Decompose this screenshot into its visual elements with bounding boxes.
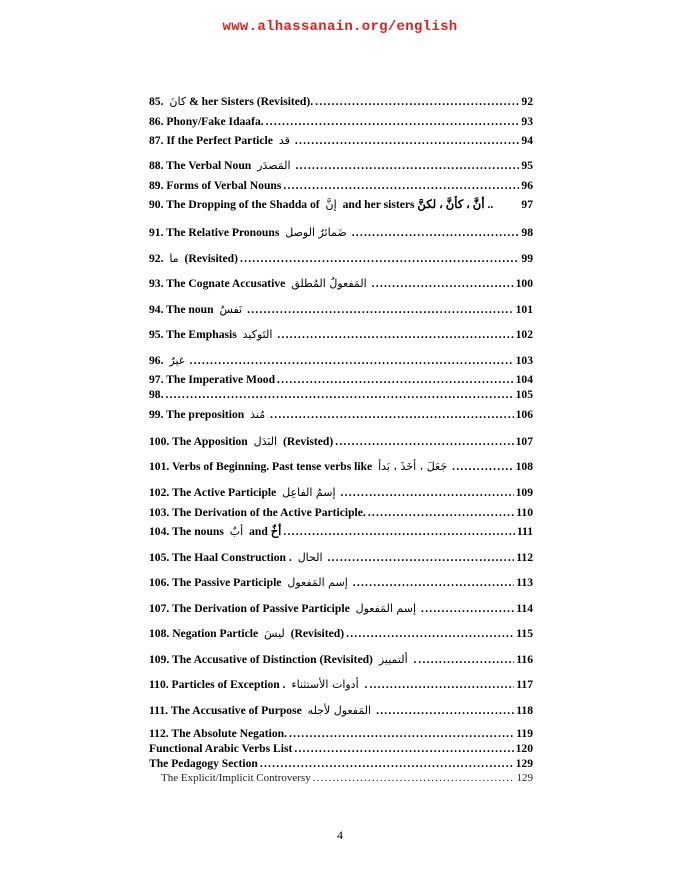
toc-entry-title xyxy=(149,435,333,449)
toc-entry[interactable] xyxy=(149,757,533,771)
toc-dot-leader xyxy=(270,408,513,422)
toc-page-number: 102 xyxy=(515,328,533,341)
toc-dot-leader xyxy=(313,771,515,785)
toc-dot-leader xyxy=(266,115,520,129)
toc-dot-leader xyxy=(421,602,514,616)
toc-entry-text-suffix: (Revisited) xyxy=(287,627,345,640)
toc-entry-text: 102. The Active Participle xyxy=(149,486,280,499)
header-url[interactable]: www.alhassanain.org/english xyxy=(222,19,458,35)
toc-page-number: 118 xyxy=(516,704,533,717)
toc-entry-arabic: إنَّ xyxy=(325,198,337,211)
toc-entry-title xyxy=(149,226,350,240)
toc-dot-leader xyxy=(166,388,514,402)
toc-dot-leader xyxy=(295,134,520,148)
toc-entry-arabic: المَفعولُ المُطلق xyxy=(291,277,367,290)
toc-entry[interactable] xyxy=(149,435,533,449)
toc-entry-title xyxy=(149,627,344,641)
toc-entry-text-suffix: (Revisited) xyxy=(181,252,238,265)
toc-entry[interactable] xyxy=(149,388,533,402)
toc-dot-leader xyxy=(369,678,514,692)
toc-entry-arabic: كانَ xyxy=(169,95,187,108)
toc-entry-text: 94. The noun xyxy=(149,303,217,316)
toc-dot-leader xyxy=(372,277,514,291)
toc-entry-text: 92. xyxy=(149,252,167,265)
toc-page-number: 108 xyxy=(515,460,533,473)
toc-entry-arabic: الحال xyxy=(297,551,323,564)
toc-entry-title xyxy=(149,506,366,520)
toc-page-number: 96 xyxy=(521,179,533,192)
toc-page-number: 112 xyxy=(516,551,533,564)
toc-entry-text: The Explicit/Implicit Controversy xyxy=(161,772,311,784)
toc-entry-arabic: المَفعول لأجله xyxy=(307,704,372,717)
toc-entry-title xyxy=(149,252,238,266)
toc-entry-text-suffix: (Revisted) xyxy=(280,435,334,448)
toc-entry-arabic: إسمُ الفاعِل xyxy=(282,486,336,499)
toc-entry-text-suffix: . xyxy=(361,678,368,691)
toc-entry-text: 103. The Derivation of the Active Participle. xyxy=(149,506,366,519)
toc-entry-title xyxy=(149,303,245,317)
toc-dot-leader xyxy=(283,525,514,539)
toc-page-number: 103 xyxy=(515,354,533,367)
toc-page-number: 107 xyxy=(515,435,533,448)
toc-entry[interactable] xyxy=(149,226,533,240)
toc-dot-leader xyxy=(277,328,513,342)
toc-page-number: 116 xyxy=(516,653,533,666)
toc-entry[interactable] xyxy=(149,328,533,342)
toc-entry-text: Functional Arabic Verbs List xyxy=(149,742,293,755)
toc-entry-title xyxy=(149,486,339,500)
toc-entry-text: 99. The preposition xyxy=(149,408,248,421)
toc-entry-title xyxy=(149,115,264,129)
toc-entry[interactable] xyxy=(149,408,533,422)
toc-entry[interactable] xyxy=(149,460,533,474)
toc-entry-title xyxy=(149,373,275,387)
toc-entry[interactable] xyxy=(149,486,533,500)
toc-entry-title xyxy=(161,771,311,785)
toc-page-number: 115 xyxy=(516,627,533,640)
toc-page-number: 129 xyxy=(516,772,533,784)
toc-entry[interactable] xyxy=(149,506,533,520)
toc-entry-title xyxy=(149,95,313,109)
toc-entry-arabic: البَدَل xyxy=(253,435,278,448)
toc-entry-text: 112. The Absolute Negation. xyxy=(149,727,287,740)
toc-dot-leader xyxy=(240,252,519,266)
toc-entry-title xyxy=(149,277,370,291)
toc-entry-text-suffix: & her Sisters (Revisited). xyxy=(189,95,314,108)
toc-entry[interactable] xyxy=(149,653,533,667)
toc-entry-text: 101. Verbs of Beginning. Past tense verbs like xyxy=(149,460,376,473)
toc-entry-title xyxy=(149,388,164,402)
toc-dot-leader xyxy=(247,303,514,317)
toc-entry-text-suffix: . xyxy=(410,653,417,666)
toc-dot-leader xyxy=(328,551,515,565)
toc-entry-text: 85. xyxy=(149,95,167,108)
toc-page-number: 101 xyxy=(515,303,533,316)
toc-entry[interactable] xyxy=(149,354,533,368)
toc-entry-title xyxy=(149,704,374,718)
toc-entry-title xyxy=(149,525,281,539)
toc-entry-title xyxy=(149,653,416,667)
toc-entry-text: 89. Forms of Verbal Nouns xyxy=(149,179,282,192)
toc-entry-text: 97. The Imperative Mood xyxy=(149,373,276,386)
toc-entry-arabic: جَعَلَ ، أخَذَ ، بَدأ xyxy=(378,460,448,473)
toc-entry-text: 107. The Derivation of Passive Participle xyxy=(149,602,353,615)
toc-dot-leader xyxy=(315,95,519,109)
toc-entry-text: 87. If the Perfect Particle xyxy=(149,134,276,147)
toc-entry[interactable] xyxy=(149,551,533,565)
toc-entry-text: 104. The nouns xyxy=(149,525,227,538)
toc-entry[interactable] xyxy=(149,134,533,148)
toc-entry-title xyxy=(149,678,367,692)
toc-entry-text: 109. The Accusative of Distinction (Revisited) xyxy=(149,653,376,666)
toc-entry-title xyxy=(149,179,281,193)
toc-page-number: 104 xyxy=(515,373,533,386)
toc-entry-arabic: مُنذ xyxy=(250,408,266,421)
toc-page-number: 106 xyxy=(515,408,533,421)
toc-entry-text-suffix: and her sisters أنَّ ، كأنَّ ، لكنَّ .. xyxy=(339,198,494,211)
toc-dot-leader xyxy=(277,373,514,387)
toc-entry-text: 96. xyxy=(149,354,167,367)
toc-entry[interactable] xyxy=(149,727,533,741)
toc-dot-leader xyxy=(353,576,514,590)
toc-page-number: 100 xyxy=(515,277,533,290)
toc-dot-leader xyxy=(335,435,513,449)
toc-entry-text: 95. The Emphasis xyxy=(149,328,240,341)
toc-page-number: 120 xyxy=(515,742,533,755)
toc-page-number: 119 xyxy=(516,727,533,740)
toc-entry[interactable] xyxy=(149,678,533,692)
toc-entry-title xyxy=(149,551,326,565)
toc-entry[interactable] xyxy=(149,704,533,718)
toc-entry-arabic: ما xyxy=(169,252,179,265)
toc-entry-text: 105. The Haal Construction . xyxy=(149,551,295,564)
toc-entry-title xyxy=(149,134,293,148)
toc-entry-text: 93. The Cognate Accusative xyxy=(149,277,289,290)
toc-entry[interactable] xyxy=(149,277,533,291)
toc-entry-title xyxy=(149,602,419,616)
toc-entry-text: 111. The Accusative of Purpose xyxy=(149,704,305,717)
toc-entry[interactable] xyxy=(149,252,533,266)
toc-entry[interactable] xyxy=(149,576,533,590)
toc-entry-text: The Pedagogy Section xyxy=(149,757,258,770)
toc-dot-leader xyxy=(260,757,514,771)
toc-entry-text: 100. The Apposition xyxy=(149,435,251,448)
toc-entry-arabic: قد xyxy=(278,134,290,147)
toc-page-number: 117 xyxy=(516,678,533,691)
toc-entry[interactable] xyxy=(149,159,533,173)
toc-entry-title xyxy=(149,757,258,771)
toc-entry[interactable] xyxy=(149,95,533,109)
toc-page-number: 95 xyxy=(521,159,533,172)
toc-page-number: 99 xyxy=(521,252,533,265)
toc-entry-arabic: أدوات الأستثناء xyxy=(291,678,359,691)
toc-entry-title xyxy=(149,354,188,368)
toc-entry[interactable] xyxy=(149,627,533,641)
toc-dot-leader xyxy=(190,354,514,368)
toc-page-number: 111 xyxy=(516,525,533,538)
toc-entry-arabic: ليسَ xyxy=(264,627,285,640)
toc-dot-leader xyxy=(346,627,514,641)
toc-page-number: 110 xyxy=(516,506,533,519)
toc-entry[interactable] xyxy=(149,742,533,756)
toc-entry[interactable] xyxy=(149,179,533,193)
toc-entry-text: 88. The Verbal Noun xyxy=(149,159,255,172)
toc-page-number: 94 xyxy=(521,134,533,147)
toc-entry-arabic: المَصدَر xyxy=(257,159,291,172)
toc-entry-arabic: نَفسٌ xyxy=(219,303,243,316)
toc-dot-leader xyxy=(418,653,514,667)
toc-entry-title xyxy=(149,408,268,422)
toc-entry[interactable] xyxy=(149,771,533,785)
toc-entry-title xyxy=(149,727,287,741)
toc-dot-leader xyxy=(376,704,514,718)
toc-page-number: 114 xyxy=(516,602,533,615)
toc-dot-leader xyxy=(368,506,514,520)
toc-page-number: 129 xyxy=(515,757,533,770)
toc-dot-leader xyxy=(352,226,520,240)
toc-page-number: 98 xyxy=(521,226,533,239)
toc-entry[interactable] xyxy=(149,373,533,387)
toc-entry[interactable] xyxy=(149,602,533,616)
toc-entry-text: 106. The Passive Participle xyxy=(149,576,285,589)
toc-entry-arabic: غيرُ xyxy=(169,354,185,367)
toc-dot-leader xyxy=(289,727,514,741)
toc-entry-text: 90. The Dropping of the Shadda of xyxy=(149,198,323,211)
toc-entry-title xyxy=(149,198,493,212)
toc-dot-leader xyxy=(294,742,513,756)
toc-entry-text: 108. Negation Particle xyxy=(149,627,262,640)
toc-entry-text: 91. The Relative Pronouns xyxy=(149,226,283,239)
toc-entry[interactable] xyxy=(149,303,533,317)
toc-dot-leader xyxy=(341,486,514,500)
toc-entry-title xyxy=(149,460,450,474)
toc-entry[interactable] xyxy=(149,115,533,129)
toc-entry-arabic: ضَمائرُ الوصل xyxy=(285,226,347,239)
toc-entry[interactable] xyxy=(149,198,533,212)
toc-page-number: 97 xyxy=(521,198,533,211)
toc-page-number: 113 xyxy=(516,576,533,589)
toc-entry-arabic: إسم المَفعول xyxy=(355,602,417,615)
toc-dot-leader xyxy=(296,159,520,173)
toc-entry-text: 110. Particles of Exception . xyxy=(149,678,289,691)
toc-entry-title xyxy=(149,328,275,342)
toc-page-number: 109 xyxy=(515,486,533,499)
toc-entry-title xyxy=(149,742,292,756)
toc-entry-text: 98. xyxy=(149,388,164,401)
toc-entry-text: 86. Phony/Fake Idaafa. xyxy=(149,115,264,128)
toc-entry-arabic: التَوكيد xyxy=(242,328,273,341)
toc-entry-title xyxy=(149,576,351,590)
toc-page-number: 92 xyxy=(521,95,533,108)
toc-entry-arabic: إسم المَفعول xyxy=(287,576,348,589)
toc-entry-arabic: أبٌ xyxy=(229,525,244,538)
toc-page-number: 93 xyxy=(521,115,533,128)
toc-dot-leader xyxy=(452,460,513,474)
toc-entry-arabic: ألتمييز xyxy=(378,653,408,666)
toc-entry-text-suffix: and أخٌ xyxy=(246,525,282,538)
toc-entry-title xyxy=(149,159,294,173)
page-number: 4 xyxy=(337,828,343,842)
toc-page-number: 105 xyxy=(515,388,533,401)
toc-entry[interactable] xyxy=(149,525,533,539)
toc-dot-leader xyxy=(283,179,519,193)
